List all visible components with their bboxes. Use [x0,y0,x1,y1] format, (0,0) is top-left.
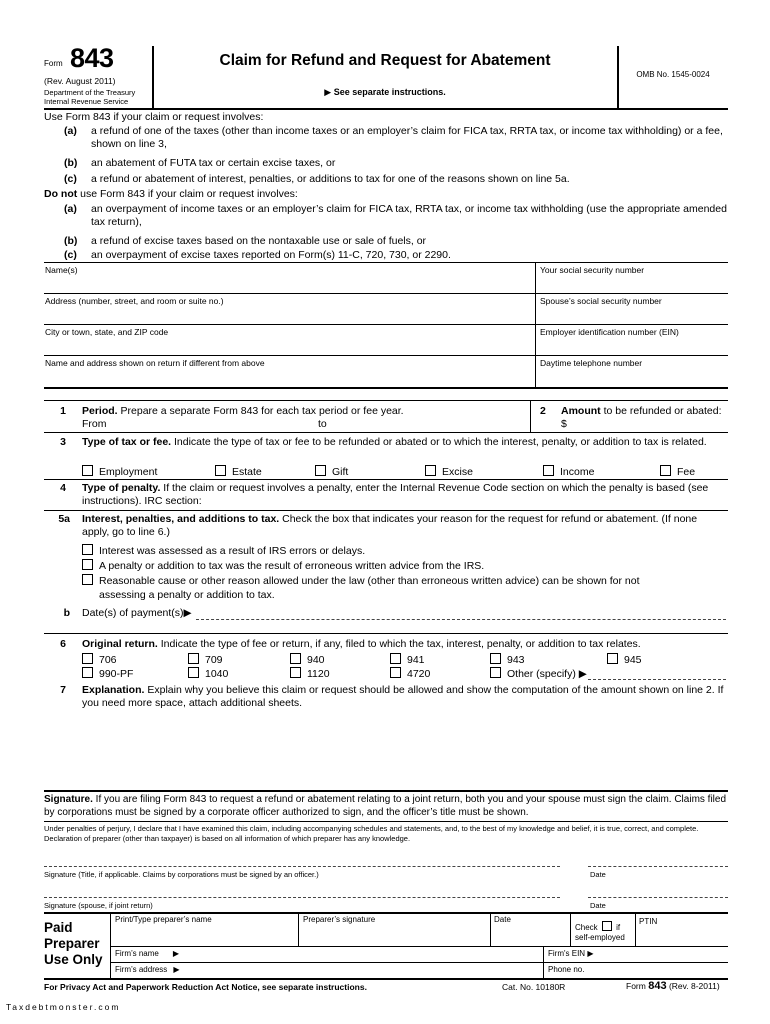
firm-name-field[interactable] [115,949,179,958]
line6-number: 6 [60,638,66,650]
preparer-divider-2 [490,912,491,946]
checkbox-box[interactable] [82,653,93,664]
phone-field[interactable]: Daytime telephone number [540,358,643,368]
payment-dates-field[interactable]: Date(s) of payment(s)▶ [82,607,192,619]
payment-dates-line [196,619,726,620]
checkbox-box[interactable] [188,653,199,664]
preparer-divider-1 [298,912,299,946]
checkbox-box[interactable] [82,559,93,570]
preparer-divider-main [110,912,111,978]
preparer-top-rule [44,912,728,914]
line7-desc: Explain why you believe this claim or request should be allowed and show the computation of the amount shown on line 2. If you need more space, attach additional sheets. [82,684,724,709]
line1-divider [530,400,531,432]
line2-title: Amount [561,405,601,417]
checkbox-gift[interactable] [315,465,348,478]
donot-item-b-text: a refund of excise taxes based on the nontaxable use or sale of fuels, or [91,235,427,247]
checkbox-box[interactable] [390,667,401,678]
checkbox-employment[interactable] [82,465,157,478]
checkbox-fee[interactable] [660,465,695,478]
checkbox-box[interactable] [290,653,301,664]
check-word: Check [575,923,598,932]
checkbox-reasonable-cause[interactable] [82,574,640,587]
option-label: 940 [307,654,325,666]
preparer-signature-field[interactable]: Preparer’s signature [303,915,376,924]
checkbox-709[interactable] [188,653,223,666]
option-label: A penalty or addition to tax was the result of erroneous written advice from the IRS. [99,560,485,572]
donot-item-a-letter: (a) [64,203,77,215]
option-label: 945 [624,654,642,666]
line2-amount-field[interactable]: $ [561,418,567,430]
line1-bottom-rule [44,432,728,433]
preparer-name-field[interactable]: Print/Type preparer’s name [115,915,212,924]
spouse-signature-label: Signature (spouse, if joint return) [44,901,153,910]
checkbox-4720[interactable] [390,667,430,680]
option-label: 990-PF [99,668,134,680]
checkbox-706[interactable] [82,653,117,666]
line2-desc: to be refunded or abated: [600,405,722,417]
date-label-2: Date [590,901,606,910]
date-label-1: Date [590,870,606,879]
line2-text [561,405,722,417]
names-field[interactable]: Name(s) [45,265,78,275]
option-label: Excise [442,466,473,478]
option-label: Estate [232,466,262,478]
form-number: 843 [70,43,114,73]
fields-top-rule [44,262,728,263]
checkbox-940[interactable] [290,653,325,666]
reasonable-cause-continued: assessing a penalty or addition to tax. [99,589,275,601]
checkbox-estate[interactable] [215,465,262,478]
form-word: Form [44,59,63,68]
spouse-ssn-field[interactable]: Spouse’s social security number [540,296,662,306]
option-label: 706 [99,654,117,666]
footer-revision: (Rev. 8-2011) [668,981,720,991]
arrow-icon: ▶ [172,949,180,958]
checkbox-box[interactable] [188,667,199,678]
ptin-field[interactable]: PTIN [639,917,658,926]
option-label: 4720 [407,668,431,680]
line5-bottom-rule [44,633,728,634]
use-item-b-text: an abatement of FUTA tax or certain excise taxes, or [91,157,336,169]
ssn-field[interactable]: Your social security number [540,265,645,275]
form-title: Claim for Refund and Request for Abatement [219,52,551,69]
checkbox-box[interactable] [315,465,326,476]
option-label: Income [560,466,595,478]
option-label: Fee [677,466,696,478]
line1-title: Period. [82,405,118,417]
footer-form-id [626,980,720,992]
line3-number: 3 [60,436,66,448]
firm-address-field[interactable] [115,965,179,974]
preparer-date-field[interactable]: Date [494,915,511,924]
return-name-address-field[interactable]: Name and address shown on return if different from above [45,358,265,368]
arrow-icon: ▶ [173,965,180,974]
option-label: 1120 [307,668,330,680]
checkbox-other[interactable] [490,667,587,680]
donot-item-c-text: an overpayment of excise taxes reported on Form(s) 11-C, 720, 730, or 2290. [91,249,451,261]
checkbox-box[interactable] [82,544,93,555]
line1-number: 1 [60,405,66,417]
checkbox-irs-errors[interactable] [82,544,365,557]
preparer-divider-4 [635,912,636,946]
if-word: if [616,923,621,932]
department [44,88,135,106]
line6-desc: Indicate the type of fee or return, if any, filed to which the tax, interest, penalty, or addition to tax relates. [157,638,641,650]
line4-title: Type of penalty. [82,482,161,494]
fields-rule-2 [44,324,728,325]
line3-desc: Indicate the type of tax or fee to be refunded or abated or to which the interest, penalty, or addition to tax is related. [171,436,707,448]
checkbox-943[interactable] [490,653,525,666]
address-field[interactable]: Address (number, street, and room or suite no.) [45,296,224,306]
preparer-row-rule-1 [110,946,728,947]
checkbox-box[interactable] [660,465,671,476]
checkbox-941[interactable] [390,653,425,666]
use-only-word: Use Only [44,952,103,967]
preparer-row-rule-2 [110,962,728,963]
option-label: Other (specify) ▶ [507,668,587,680]
line4-number: 4 [60,482,66,494]
line1-desc: Prepare a separate Form 843 for each tax period or fee year. [117,405,404,417]
option-label: 1040 [205,668,229,680]
other-specify-line [588,679,726,680]
explanation-area[interactable] [44,712,728,790]
checkbox-box[interactable] [390,653,401,664]
line5a-number: 5a [58,513,70,525]
privacy-notice: For Privacy Act and Paperwork Reduction Act Notice, see separate instructions. [44,982,367,992]
arrow-icon: ▶ [587,949,594,958]
intro-donot-line [44,188,298,200]
checkbox-box[interactable] [82,667,93,678]
donot-rest: use Form 843 if your claim or request involves: [77,188,298,200]
date-line-1[interactable] [588,866,728,867]
option-label: 941 [407,654,425,666]
option-label: Employment [99,466,158,478]
ein-field[interactable]: Employer identification number (EIN) [540,327,679,337]
line7-number: 7 [60,684,66,696]
self-employed-check[interactable] [575,921,620,932]
use-item-a-letter: (a) [64,125,77,137]
option-label: 943 [507,654,525,666]
revision-date: (Rev. August 2011) [44,76,116,86]
line4-bottom-rule [44,510,728,511]
use-item-a-text: a refund of one of the taxes (other than income taxes or an employer’s claim for FICA tax, RRTA tax, or income tax withholding) or a fee, shown on line 3, [91,125,723,150]
fields-bottom-rule [44,387,728,389]
checkbox-erroneous-advice[interactable] [82,559,484,572]
signature-line[interactable] [44,866,560,867]
firm-ein-label: Firm's EIN [548,949,586,958]
checkbox-box[interactable] [490,653,501,664]
fields-rule-1 [44,293,728,294]
firm-ein-field[interactable] [548,949,593,958]
line1-text [82,405,522,418]
signature-title: Signature. [44,794,93,805]
line1-from[interactable]: From [82,418,107,430]
line4-text [82,482,727,507]
checkbox-box[interactable] [290,667,301,678]
paid-preparer-heading [44,920,103,968]
preparer-divider-3 [570,912,571,946]
line7-text [82,684,727,709]
footer-form-word: Form [626,981,646,991]
checkbox-990pf[interactable] [82,667,133,680]
line7-title: Explanation. [82,684,145,696]
department-line2: Internal Revenue Service [44,97,129,106]
use-item-c-letter: (c) [64,173,77,185]
line5b-number: b [63,607,70,619]
city-state-zip-field[interactable]: City or town, state, and ZIP code [45,327,169,337]
line1-top-rule [44,400,728,401]
option-label: 709 [205,654,223,666]
checkbox-1120[interactable] [290,667,330,680]
omb-number: OMB No. 1545-0024 [636,70,710,79]
header-rule [44,108,728,110]
signature-instructions [44,794,728,819]
firm-address-label: Firm’s address [115,965,168,974]
spouse-signature-line[interactable] [44,897,560,898]
signature-rule [44,821,728,822]
footer-form-number: 843 [648,980,667,992]
checkbox-box[interactable] [82,465,93,476]
signature-desc: If you are filing Form 843 to request a refund or abatement relating to a joint return, both you and your spouse must sign the claim. Claims filed by corporations must be signed by a corporate officer authorized to sign, and the officer’s title must be shown. [44,794,727,818]
checkbox-income[interactable] [543,465,594,478]
checkbox-box[interactable] [82,574,93,585]
donot-item-b-letter: (b) [64,235,78,247]
option-label: Gift [332,466,349,478]
line2-number: 2 [540,405,546,417]
donot-item-c-letter: (c) [64,249,77,261]
department-line1: Department of the Treasury [44,88,136,97]
line6-title: Original return. [82,638,158,650]
donot-bold: Do not [44,188,78,200]
catalog-number: Cat. No. 10180R [502,982,566,992]
firm-name-label: Firm’s name [115,949,159,958]
use-item-c-text: a refund or abatement of interest, penalties, or additions to tax for one of the reasons shown on line 5a. [91,173,570,185]
line5a-title: Interest, penalties, and additions to tax. [82,513,280,525]
firm-phone-field[interactable]: Phone no. [548,965,585,974]
line3-title: Type of tax or fee. [82,436,172,448]
self-employed-label: self-employed [575,933,625,942]
line6-text [82,638,727,651]
intro-use-line: Use Form 843 if your claim or request involves: [44,111,264,123]
line3-bottom-rule [44,479,728,480]
form-id-block [44,43,152,107]
line1-to[interactable]: to [318,418,327,430]
preparer-word: Preparer [44,936,100,951]
checkbox-1040[interactable] [188,667,228,680]
fields-rule-3 [44,355,728,356]
checkbox-box[interactable] [490,667,501,678]
line7-bottom-rule [44,790,728,792]
option-label: Reasonable cause or other reason allowed under the law (other than erroneous written advice) can be shown for not [99,575,640,587]
checkbox-box[interactable] [607,653,618,664]
checkbox-box[interactable] [215,465,226,476]
donot-item-a-text: an overpayment of income taxes or an employer’s claim for FICA tax, RRTA tax, or income tax withholding (use the appropriate amended tax return), [91,203,727,228]
watermark: Taxdebtmonster.com [6,1002,121,1012]
date-line-2[interactable] [588,897,728,898]
checkbox-945[interactable] [607,653,642,666]
checkbox-box[interactable] [543,465,554,476]
line5a-text [82,513,727,538]
line4-desc: If the claim or request involves a penalty, enter the Internal Revenue Code section on which the penalty is based (see instructions). IRC section: [82,482,709,507]
use-item-b-letter: (b) [64,157,78,169]
checkbox-box[interactable] [425,465,436,476]
signature-label: Signature (Title, if applicable. Claims by corporations must be signed by an officer.) [44,870,319,879]
line3-text [82,436,727,449]
self-employed-checkbox[interactable] [602,921,612,931]
line5a-desc: Check the box that indicates your reason for the request for refund or abatement. (If none apply, go to line 6.) [82,513,698,538]
see-instructions: ▶ See separate instructions. [324,87,446,97]
checkbox-excise[interactable] [425,465,473,478]
perjury-statement: Under penalties of perjury, I declare that I have examined this claim, including accompanying schedules and statements, and, to the best of my knowledge and belief, it is true, correct, and complete. Declaration of preparer (other than taxpayer) is based on all information of which preparer has any knowledge. [44,824,699,843]
option-label: Interest was assessed as a result of IRS errors or delays. [99,545,366,557]
paid-word: Paid [44,920,73,935]
